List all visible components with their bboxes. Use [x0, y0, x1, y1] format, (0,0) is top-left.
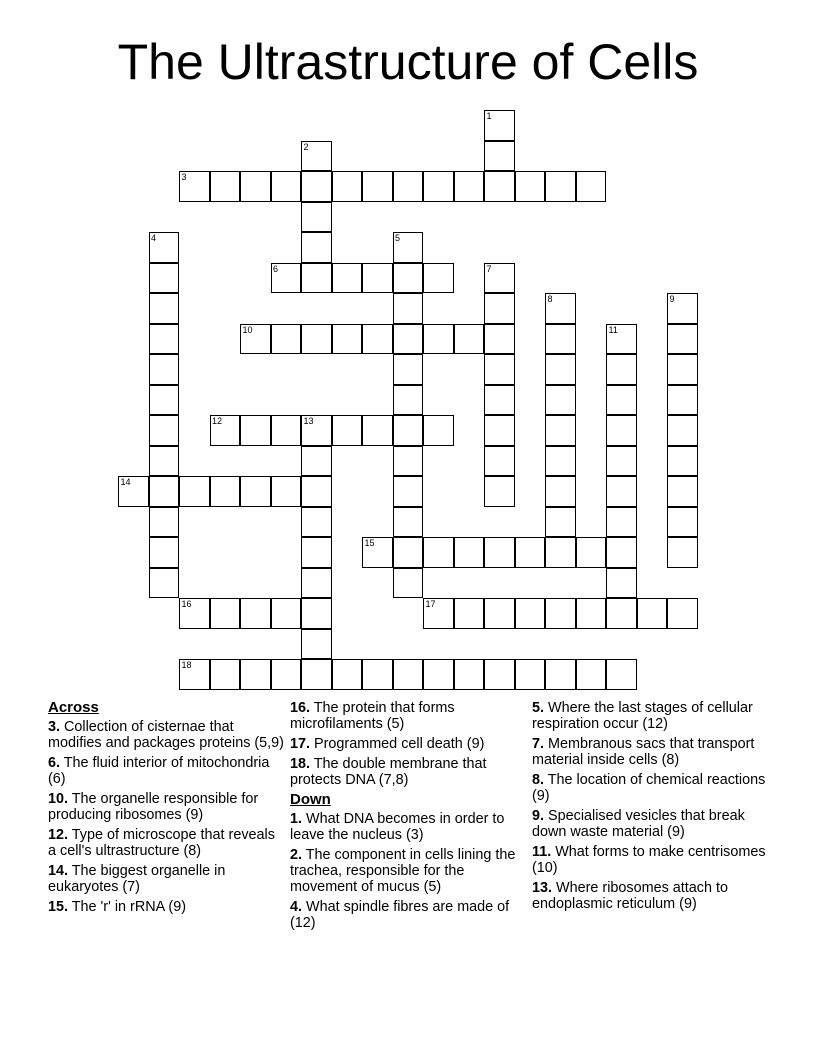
clue-number: 7 [486, 263, 492, 274]
clue-number: 3 [181, 172, 187, 182]
grid-cell[interactable] [149, 385, 180, 416]
grid-cell[interactable] [210, 476, 241, 507]
grid-cell[interactable] [545, 324, 576, 355]
clue-number: 12 [212, 416, 223, 426]
grid-cell[interactable] [515, 659, 546, 690]
grid-cell[interactable] [515, 598, 546, 629]
grid-cell[interactable] [667, 507, 698, 538]
grid-cell[interactable] [667, 354, 698, 385]
grid-cell[interactable] [301, 141, 332, 172]
grid-cell[interactable] [271, 324, 302, 355]
clue-down-9: 9. Specialised vesicles that break down waste material (9) [532, 808, 745, 840]
grid-cell[interactable] [606, 385, 637, 416]
clue-number: 9 [669, 294, 675, 304]
clues-column-2 [290, 700, 528, 935]
clue-number: 4 [151, 233, 157, 243]
grid-cell[interactable] [545, 598, 576, 629]
grid-cell[interactable] [332, 415, 363, 446]
grid-cell[interactable] [606, 415, 637, 446]
clue-down-1: 1. What DNA becomes in order to leave the nucleus (3) [290, 811, 505, 843]
grid-cell[interactable] [118, 476, 149, 507]
grid-cell[interactable] [393, 385, 424, 416]
grid-cell[interactable] [393, 232, 424, 263]
grid-cell[interactable] [637, 598, 668, 629]
grid-cell[interactable] [301, 507, 332, 538]
grid-cell[interactable] [149, 324, 180, 355]
grid-cell[interactable] [271, 171, 302, 202]
grid-cell[interactable] [454, 537, 485, 568]
grid-cell[interactable] [454, 598, 485, 629]
grid-cell[interactable] [240, 324, 271, 355]
clue-number: 10 [242, 324, 253, 335]
grid-cell[interactable] [484, 110, 515, 141]
clue-number: 14 [120, 477, 131, 487]
grid-cell[interactable] [606, 507, 637, 538]
grid-cell[interactable] [545, 385, 576, 416]
grid-cell[interactable] [393, 171, 424, 202]
grid-cell[interactable] [606, 598, 637, 629]
grid-cell[interactable] [301, 232, 332, 263]
grid-cell[interactable] [240, 598, 271, 629]
clue-number: 17 [425, 599, 436, 609]
grid-cell[interactable] [240, 476, 271, 507]
grid-cell[interactable] [301, 171, 332, 202]
grid-cell[interactable] [301, 598, 332, 629]
grid-cell[interactable] [149, 507, 180, 538]
clue-across-17: 17. Programmed cell death (9) [290, 736, 485, 752]
grid-cell[interactable] [301, 568, 332, 599]
grid-cell[interactable] [332, 324, 363, 355]
grid-cell[interactable] [210, 598, 241, 629]
grid-cell[interactable] [149, 476, 180, 507]
grid-cell[interactable] [149, 568, 180, 599]
grid-cell[interactable] [606, 446, 637, 477]
down-heading: Down [290, 791, 331, 808]
grid-cell[interactable] [515, 171, 546, 202]
grid-cell[interactable] [484, 446, 515, 477]
grid-cell[interactable] [393, 263, 424, 294]
grid-cell[interactable] [423, 263, 454, 294]
grid-cell[interactable] [149, 263, 180, 294]
grid-cell[interactable] [484, 385, 515, 416]
grid-cell[interactable] [271, 263, 302, 294]
clues-column-3 [532, 700, 770, 916]
grid-cell[interactable] [301, 629, 332, 660]
grid-cell[interactable] [423, 659, 454, 690]
grid-cell[interactable] [606, 659, 637, 690]
grid-cell[interactable] [301, 263, 332, 294]
grid-cell[interactable] [423, 324, 454, 355]
grid-cell[interactable] [606, 476, 637, 507]
grid-cell[interactable] [484, 415, 515, 446]
clue-number: 1 [486, 111, 492, 121]
grid-cell[interactable] [515, 537, 546, 568]
grid-cell[interactable] [576, 598, 607, 629]
grid-cell[interactable] [423, 537, 454, 568]
clue-number: 11 [608, 324, 618, 335]
clue-down-11: 11. What forms to make centrisomes (10) [532, 844, 766, 876]
grid-cell[interactable] [667, 415, 698, 446]
grid-cell[interactable] [606, 324, 637, 355]
grid-cell[interactable] [179, 476, 210, 507]
clues-column-1 [48, 700, 286, 919]
grid-cell[interactable] [545, 446, 576, 477]
grid-cell[interactable] [454, 324, 485, 355]
grid-cell[interactable] [271, 415, 302, 446]
grid-cell[interactable] [545, 171, 576, 202]
grid-cell[interactable] [667, 385, 698, 416]
grid-cell[interactable] [606, 354, 637, 385]
grid-cell[interactable] [301, 476, 332, 507]
grid-cell[interactable] [484, 354, 515, 385]
grid-cell[interactable] [545, 537, 576, 568]
grid-cell[interactable] [545, 293, 576, 324]
grid-cell[interactable] [393, 415, 424, 446]
grid-cell[interactable] [484, 141, 515, 172]
grid-cell[interactable] [545, 507, 576, 538]
grid-cell[interactable] [545, 354, 576, 385]
clue-down-2: 2. The component in cells lining the trachea, responsible for the movement of mucus (5) [290, 847, 516, 895]
grid-cell[interactable] [179, 171, 210, 202]
grid-cell[interactable] [545, 476, 576, 507]
clue-across-15: 15. The 'r' in rRNA (9) [48, 899, 187, 915]
grid-cell[interactable] [362, 659, 393, 690]
grid-cell[interactable] [301, 324, 332, 355]
grid-cell[interactable] [393, 293, 424, 324]
grid-cell[interactable] [606, 537, 637, 568]
clue-across-6: 6. The fluid interior of mitochondria (6) [48, 755, 270, 787]
grid-cell[interactable] [576, 537, 607, 568]
grid-cell[interactable] [423, 171, 454, 202]
clue-number: 13 [303, 416, 314, 426]
grid-cell[interactable] [301, 202, 332, 233]
grid-cell[interactable] [423, 415, 454, 446]
grid-cell[interactable] [332, 263, 363, 294]
grid-cell[interactable] [240, 659, 271, 690]
grid-cell[interactable] [149, 354, 180, 385]
grid-cell[interactable] [149, 446, 180, 477]
grid-cell[interactable] [149, 537, 180, 568]
grid-cell[interactable] [301, 537, 332, 568]
page-title: The Ultrastructure of Cells [117, 34, 699, 90]
grid-cell[interactable] [393, 507, 424, 538]
grid-cell[interactable] [210, 659, 241, 690]
grid-cell[interactable] [484, 263, 515, 294]
grid-cell[interactable] [149, 415, 180, 446]
grid-cell[interactable] [484, 598, 515, 629]
grid-cell[interactable] [393, 324, 424, 355]
grid-cell[interactable] [484, 324, 515, 355]
grid-cell[interactable] [210, 415, 241, 446]
clue-number: 8 [547, 294, 553, 304]
grid-cell[interactable] [667, 598, 698, 629]
clue-number: 6 [273, 263, 279, 274]
clue-number: 18 [181, 660, 192, 670]
grid-cell[interactable] [484, 293, 515, 324]
grid-cell[interactable] [576, 659, 607, 690]
grid-cell[interactable] [149, 293, 180, 324]
clue-across-16: 16. The protein that forms microfilaments (5) [290, 700, 455, 732]
clue-down-7: 7. Membranous sacs that transport material inside cells (8) [532, 736, 755, 768]
grid-cell[interactable] [576, 171, 607, 202]
grid-cell[interactable] [667, 476, 698, 507]
grid-cell[interactable] [240, 415, 271, 446]
grid-cell[interactable] [393, 476, 424, 507]
clue-across-10: 10. The organelle responsible for producing ribosomes (9) [48, 791, 259, 823]
grid-cell[interactable] [545, 415, 576, 446]
clue-down-13: 13. Where ribosomes attach to endoplasmic reticulum (9) [532, 880, 728, 912]
grid-cell[interactable] [149, 232, 180, 263]
grid-cell[interactable] [667, 293, 698, 324]
grid-cell[interactable] [393, 354, 424, 385]
grid-cell[interactable] [484, 537, 515, 568]
grid-cell[interactable] [301, 415, 332, 446]
grid-cell[interactable] [423, 598, 454, 629]
grid-cell[interactable] [271, 598, 302, 629]
clue-number: 5 [395, 233, 401, 243]
grid-cell[interactable] [545, 659, 576, 690]
grid-cell[interactable] [454, 171, 485, 202]
grid-cell[interactable] [484, 659, 515, 690]
grid-cell[interactable] [393, 446, 424, 477]
grid-cell[interactable] [179, 659, 210, 690]
grid-cell[interactable] [484, 171, 515, 202]
grid-cell[interactable] [240, 171, 271, 202]
grid-cell[interactable] [271, 476, 302, 507]
clue-number: 2 [303, 141, 309, 152]
grid-cell[interactable] [301, 659, 332, 690]
grid-cell[interactable] [667, 324, 698, 355]
clue-across-18: 18. The double membrane that protects DNA (7,8) [290, 756, 487, 788]
clue-across-14: 14. The biggest organelle in eukaryotes (7) [48, 863, 226, 895]
clue-down-8: 8. The location of chemical reactions (9) [532, 772, 766, 804]
grid-cell[interactable] [667, 446, 698, 477]
grid-cell[interactable] [393, 537, 424, 568]
grid-cell[interactable] [393, 568, 424, 599]
grid-cell[interactable] [210, 171, 241, 202]
grid-cell[interactable] [606, 568, 637, 599]
grid-cell[interactable] [393, 659, 424, 690]
grid-cell[interactable] [362, 415, 393, 446]
grid-cell[interactable] [362, 324, 393, 355]
across-heading: Across [48, 699, 99, 716]
grid-cell[interactable] [454, 659, 485, 690]
clue-number: 15 [364, 538, 375, 548]
grid-cell[interactable] [332, 659, 363, 690]
grid-cell[interactable] [362, 171, 393, 202]
grid-cell[interactable] [271, 659, 302, 690]
grid-cell[interactable] [332, 171, 363, 202]
clue-down-5: 5. Where the last stages of cellular respiration occur (12) [532, 700, 753, 732]
grid-cell[interactable] [179, 598, 210, 629]
clue-down-4: 4. What spindle fibres are made of (12) [290, 899, 510, 931]
clue-across-3: 3. Collection of cisternae that modifies and packages proteins (5,9) [48, 719, 284, 751]
clue-across-12: 12. Type of microscope that reveals a cell's ultrastructure (8) [48, 827, 275, 859]
grid-cell[interactable] [667, 537, 698, 568]
grid-cell[interactable] [362, 263, 393, 294]
grid-cell[interactable] [301, 446, 332, 477]
grid-cell[interactable] [362, 537, 393, 568]
grid-cell[interactable] [484, 476, 515, 507]
clue-number: 16 [181, 599, 192, 609]
